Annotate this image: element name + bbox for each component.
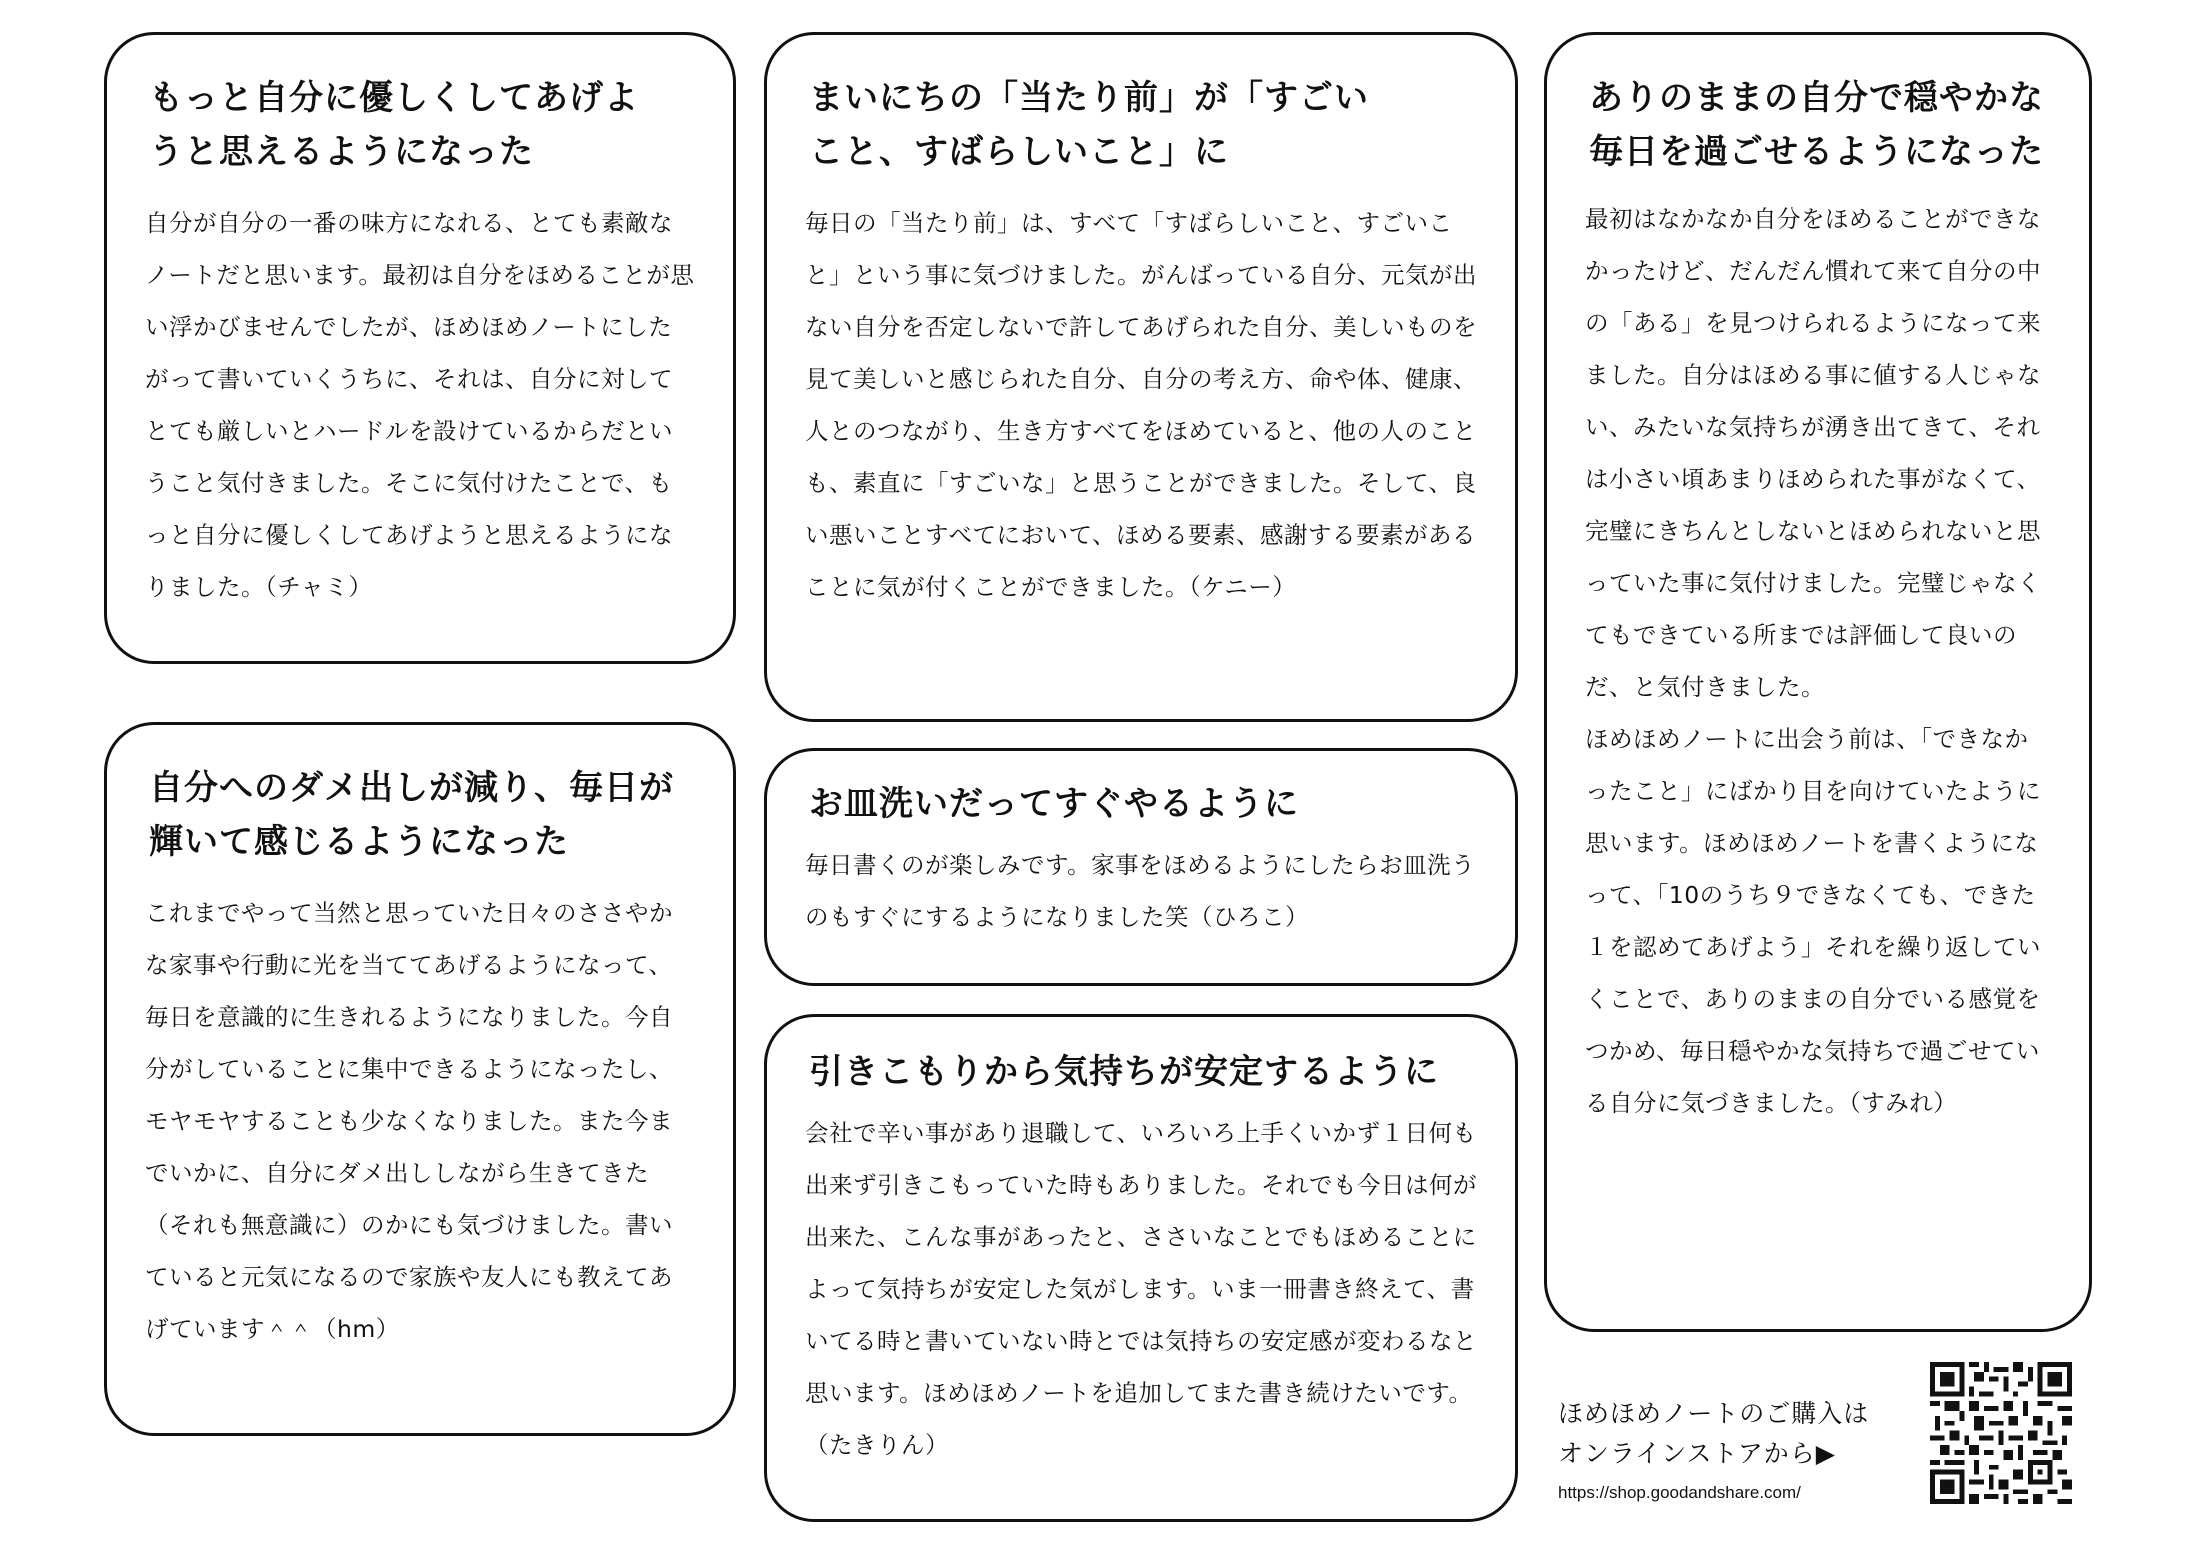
testimonial-title: 自分へのダメ出しが減り、毎日が輝いて感じるようになった (149, 768, 674, 862)
qr-code-icon[interactable] (1930, 1362, 2072, 1504)
testimonial-title: ありのままの自分で穏やかな毎日を過ごせるようになった (1589, 78, 2044, 172)
testimonial-body-continued: ほめほめノートに出会う前は、「できなかったこと」にばかり目を向けていたように思います。ほめほめノートを書くようになって、「10のうち９できなくても、できた１を認めてあげよう」それを繰り返していくことで、ありのままの自分でいる感覚をつかめ、毎日穏やかな気持ちで過ごせている自分に気づきました。（すみれ） (1585, 725, 2041, 1117)
testimonial-card-hiroko (764, 748, 1518, 986)
shop-promo-line: ほめほめノートのご購入は (1558, 1399, 1870, 1428)
testimonial-card-hm (104, 722, 736, 1436)
testimonial-body: 毎日書くのが楽しみです。家事をほめるようにしたらお皿洗うのもすぐにするようになりました笑（ひろこ） (805, 851, 1476, 931)
testimonial-card-sumire (1544, 32, 2092, 1332)
testimonial-card-takirin (764, 1014, 1518, 1522)
testimonial-title: お皿洗いだってすぐやるように (809, 784, 1299, 824)
testimonial-card-kenny (764, 32, 1518, 722)
testimonial-title: まいにちの「当たり前」が「すごいこと、すばらしいこと」に (809, 78, 1369, 172)
testimonial-title: 引きこもりから気持ちが安定するように (809, 1052, 1439, 1092)
testimonial-body: 会社で辛い事があり退職して、いろいろ上手くいかず１日何も出来ず引きこもっていた時もありました。それでも今日は何が出来た、こんな事があったと、ささいなことでもほめることによって気持ちが安定した気がします。いま一冊書き終えて、書いてる時と書いていない時とでは気持ちの安定感が変わるなと思います。ほめほめノートを追加してまた書き続けたいです。（たきりん） (805, 1119, 1477, 1459)
shop-promo-line[interactable]: オンラインストアから▶ (1558, 1439, 1836, 1468)
testimonial-body: 最初はなかなか自分をほめることができなかったけど、だんだん慣れて来て自分の中の「ある」を見つけられるようになって来ました。自分はほめる事に値する人じゃない、みたいな気持ちが湧き出てきて、それは小さい頃あまりほめられた事がなくて、完璧にきちんとしないとほめられないと思っていた事に気付けました。完璧じゃなくてもできている所までは評価して良いのだ、と気付きました。 (1585, 205, 2041, 701)
testimonial-body: 自分が自分の一番の味方になれる、とても素敵なノートだと思います。最初は自分をほめることが思い浮かびませんでしたが、ほめほめノートにしたがって書いていくうちに、それは、自分に対してとても厳しいとハードルを設けているからだということ気付きました。そこに気付けたことで、もっと自分に優しくしてあげようと思えるようになりました。（チャミ） (145, 209, 695, 601)
shop-promo (1558, 1394, 1918, 1508)
testimonial-title: もっと自分に優しくしてあげようと思えるようになった (149, 78, 639, 172)
testimonial-body: 毎日の「当たり前」は、すべて「すばらしいこと、すごいこと」という事に気づけました。がんばっている自分、元気が出ない自分を否定しないで許してあげられた自分、美しいものを見て美しいと感じられた自分、自分の考え方、命や体、健康、人とのつながり、生き方すべてをほめていると、他の人のことも、素直に「すごいな」と思うことができました。そして、良い悪いことすべてにおいて、ほめる要素、感謝する要素があることに気が付くことができました。（ケニー） (805, 209, 1477, 601)
testimonial-card-chami (104, 32, 736, 664)
shop-url-link[interactable]: https://shop.goodandshare.com/ (1558, 1483, 1801, 1502)
testimonial-body: これまでやって当然と思っていた日々のささやかな家事や行動に光を当ててあげるようになって、毎日を意識的に生きれるようになりました。今自分がしていることに集中できるようになったし、モヤモヤすることも少なくなりました。また今までいかに、自分にダメ出ししながら生きてきた（それも無意識に）のかにも気づけました。書いていると元気になるので家族や友人にも教えてあげています＾＾（hm） (145, 899, 673, 1343)
